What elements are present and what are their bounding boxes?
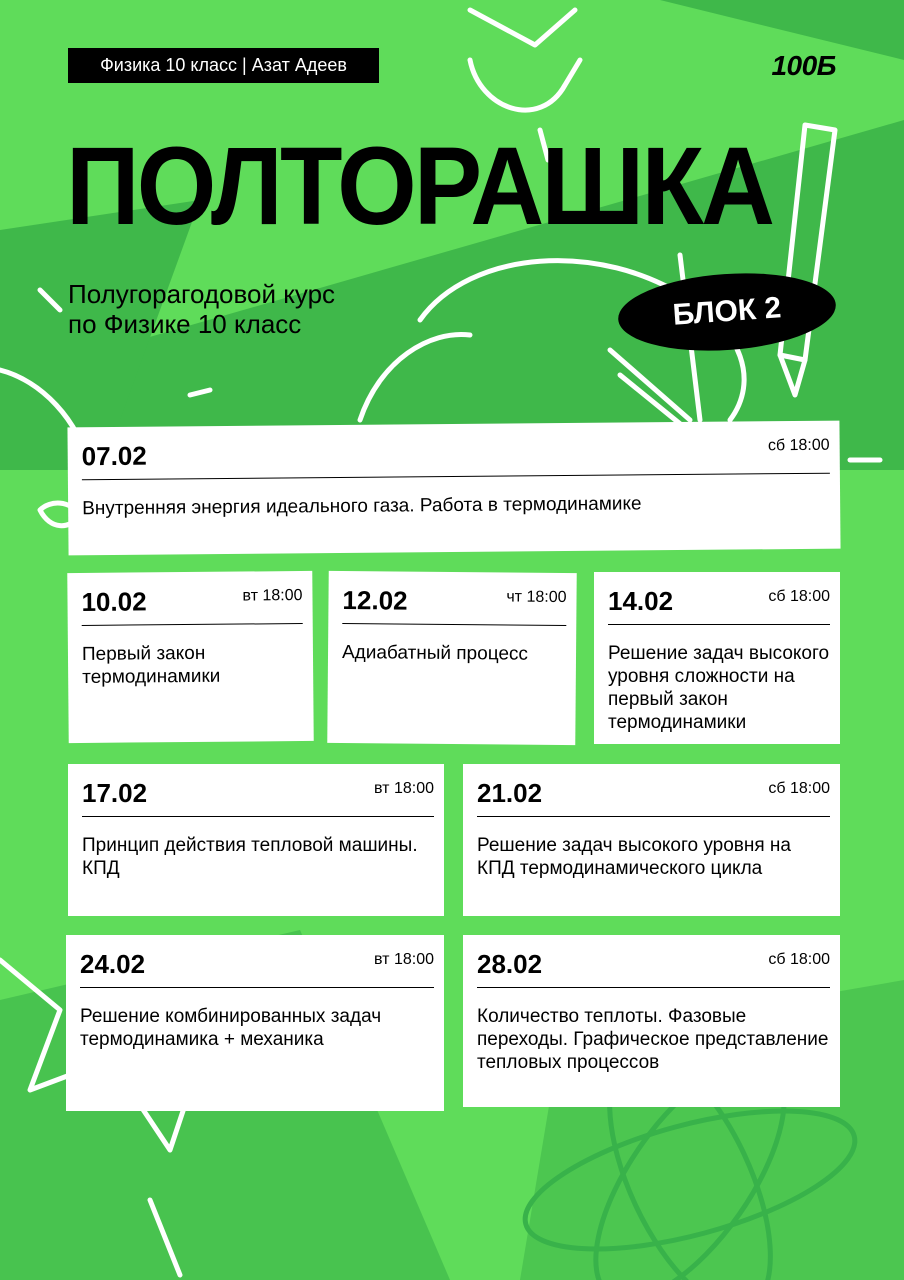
lesson-time: сб 18:00 (768, 951, 830, 968)
divider (82, 473, 830, 481)
lesson-time: вт 18:00 (374, 951, 434, 968)
divider (477, 987, 830, 988)
lesson-time: вт 18:00 (374, 780, 434, 797)
divider (477, 816, 830, 817)
divider (82, 816, 434, 817)
lesson-topic: Внутренняя энергия идеального газа. Работа в термодинамике (82, 493, 642, 520)
subtitle-line-1: Полугорагодовой курс (68, 279, 336, 309)
divider (342, 623, 566, 626)
divider (80, 987, 434, 988)
lesson-topic: Решение задач высокого уровня сложности на первый закон термодинамики (608, 643, 830, 733)
lesson-card (68, 764, 444, 916)
lesson-topic: Решение комбинированных задач термодинамика + механика (80, 1006, 382, 1050)
lesson-card (594, 572, 840, 744)
lesson-time: сб 18:00 (768, 588, 830, 605)
brand-logo: 100Б (771, 50, 836, 81)
course-subtitle (68, 279, 335, 339)
divider (608, 624, 830, 625)
lesson-topic: Количество теплоты. Фазовые переходы. Графическое представление тепловых процессов (477, 1006, 829, 1073)
divider (82, 623, 303, 626)
lesson-time: чт 18:00 (506, 588, 567, 606)
page-title: ПОЛТОРАШКА (66, 125, 773, 248)
lesson-date: 28.02 (477, 949, 543, 979)
lesson-card (463, 935, 840, 1107)
lesson-topic: Решение задач высокого уровня на КПД термодинамического цикла (477, 835, 791, 879)
lesson-time: сб 18:00 (767, 436, 830, 455)
course-tag: Физика 10 класс | Азат Адеев (68, 48, 379, 83)
lesson-card (67, 571, 313, 743)
lesson-card (67, 421, 840, 556)
block-badge: БЛОК 2 (616, 266, 839, 357)
lesson-card (327, 571, 576, 745)
lesson-date: 17.02 (82, 778, 148, 808)
lesson-card (66, 935, 444, 1111)
lesson-date: 24.02 (80, 949, 146, 979)
subtitle-line-2: по Физике 10 класс (68, 309, 302, 339)
lesson-topic: Адиабатный процесс (341, 642, 529, 665)
lesson-time: вт 18:00 (242, 587, 303, 605)
lesson-date: 14.02 (608, 586, 674, 616)
lesson-card (463, 764, 840, 916)
lesson-date: 21.02 (477, 778, 543, 808)
lesson-topic: Первый закон термодинамики (81, 642, 221, 688)
lesson-date: 07.02 (81, 440, 147, 472)
lesson-time: сб 18:00 (768, 780, 830, 797)
lesson-date: 12.02 (342, 585, 408, 616)
lesson-date: 10.02 (81, 586, 147, 617)
plug-icon (470, 10, 575, 45)
lesson-topic: Принцип действия тепловой машины. КПД (82, 835, 418, 879)
